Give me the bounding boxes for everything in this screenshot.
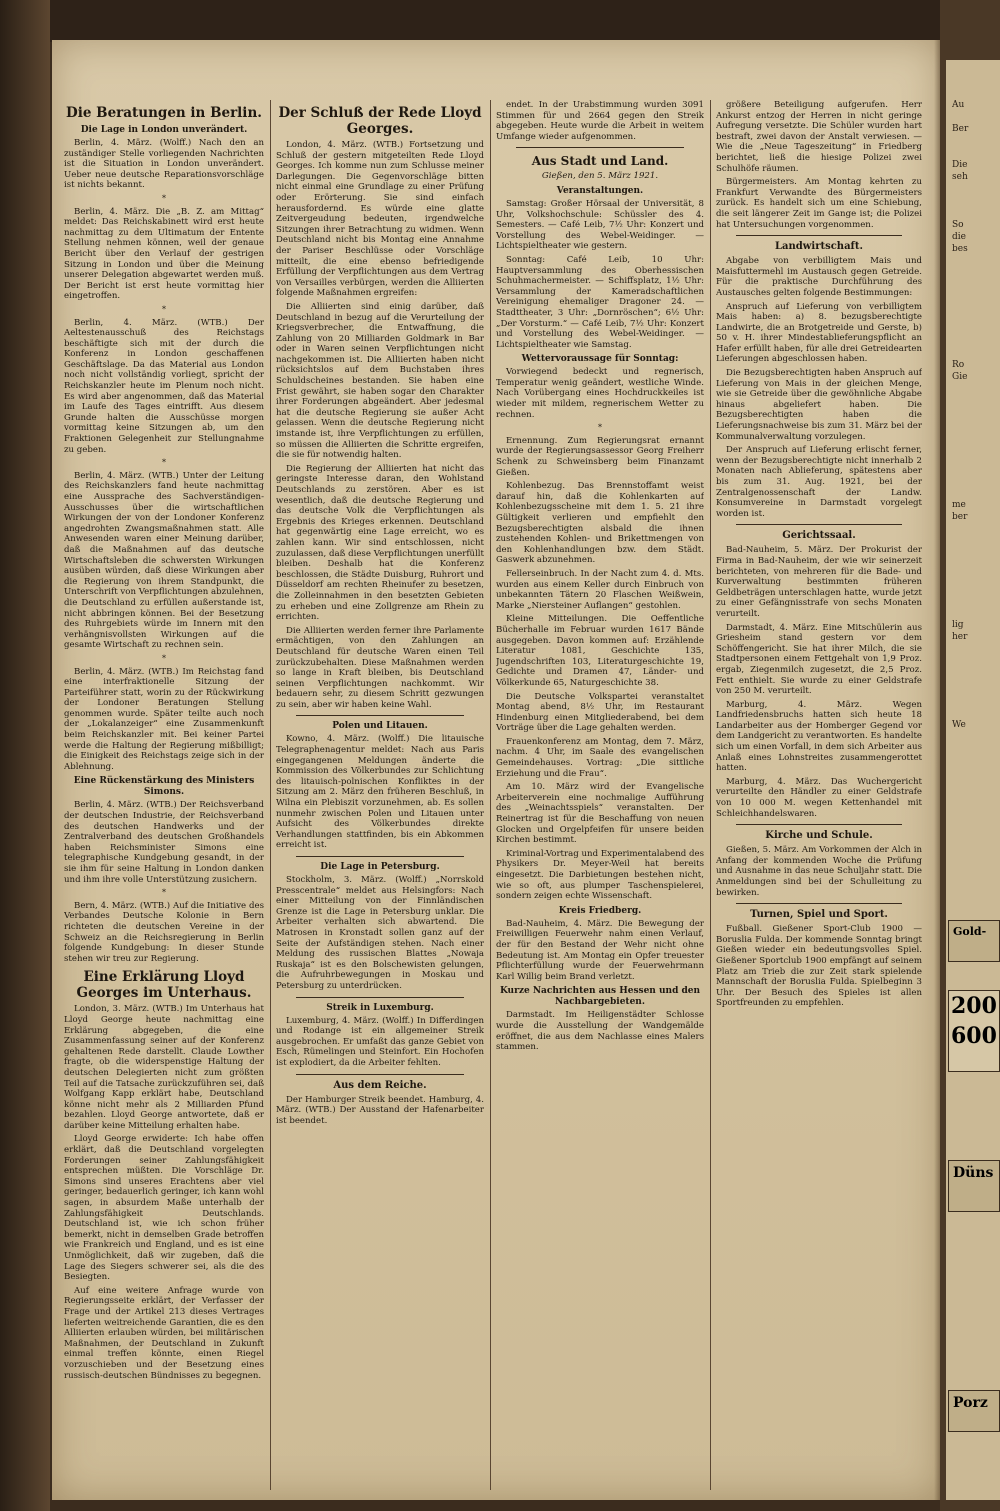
article-paragraph: Anspruch auf Lieferung von verbilligtem Mais haben: a) 8. bezugsberechtigte Landwirte, die an Brotgetreide und Gerste, b) 50 v. H. ihrer Mindestablieferungspflicht an Hafer erfüllt haben, für alle drei Getreidearten Lieferungen abgeschlossen haben. (716, 301, 922, 365)
article-paragraph: Bad-Nauheim, 5. März. Der Prokurist der Firma in Bad-Nauheim, der wie wir seinerzeit berichteten, von mehreren für die Bade- und Kurverwaltung bestimmten früheren Geldbeträgen unterschlagen hatte, wurde jetzt zu einer Gefängnisstrafe von sechs Monaten verurteilt. (716, 545, 922, 619)
article-paragraph: Auf eine weitere Anfrage wurde von Regierungsseite erklärt, der Verfasser der Frage und der Artikel 213 dieses Vertrages lieferten weitreichende Garantien, die es den Alliierten erlauben würden, bei militärischen Maßnahmen, der Deutschland in Zukunft einmal treffen könnte, einen Riegel vorzuschieben und der Besetzung eines russisch-deutschen Bündnisses zu begegnen. (64, 1285, 264, 1381)
adjacent-text: seh (952, 172, 968, 182)
article-paragraph: Die Bezugsberechtigten haben Anspruch auf Lieferung von Mais in der gleichen Menge, wie sie Getreide über die gewöhnliche Abgabe hinaus abgeliefert haben. Die Bezugsberechtigten haben die Lieferungsnachweise bis zum 31. März bei der Kommunalverwaltung vorzulegen. (716, 368, 922, 442)
headline-gerichtssaal: Gerichtssaal. (782, 530, 856, 542)
article-paragraph: London, 4. März. (WTB.) Fortsetzung und Schluß der gestern mitgeteilten Rede Lloyd Georges. Ich komme nun zum Schlusse meiner Darlegungen. Die Gegenvorschläge bitten nicht einmal eine Grundlage zu einer Prüfung oder Erörterung. Sie sind einfach herausfordernd. Es würde eine glatte Zeitvergeudung bedeuten, irgendwelche Sitzungen ihrer Betrachtung zu widmen. Wenn Deutschland nicht bis Montag eine Annahme der Pariser Beschlüsse oder Vorschläge mitteilt, die eine ebenso befriedigende Erfüllung der Verpflichtungen aus dem Vertrag von Versailles verbürgen, werden die Alliierten folgende Maßnahmen ergreifen: (276, 140, 484, 299)
adjacent-text: me (952, 500, 966, 510)
adjacent-advert-box (948, 1390, 1000, 1432)
adjacent-advert-text: Düns (953, 1165, 994, 1181)
article-paragraph: größere Beteiligung aufgerufen. Herr Ankurst entzog der Herren in nicht geringe Aufregung versetzte. Die Schüler wurden hart bestraft, zwei davon der Anstalt verwiesen. — Wie die „Neue Tageszeitung“ in Friedberg berichtet, ließ die hiesige Polizei zwei Schulhöfe räumen. (716, 100, 922, 174)
section-divider (736, 903, 902, 904)
adjacent-advert-box (948, 1160, 1000, 1212)
headline-wettervoraussage: Wettervoraussage für Sonntag: (521, 354, 679, 365)
article-paragraph: Darmstadt. Im Heiligenstädter Schlosse wurde die Ausstellung der Wandgemälde eröffnet, die aus dem Nachlasse eines Malers stammen. (496, 1010, 704, 1053)
adjacent-text: Au (952, 100, 965, 110)
section-divider (296, 1074, 464, 1075)
separator-asterisk: * (162, 458, 166, 468)
headline-beratungen: Die Beratungen in Berlin. (66, 105, 262, 121)
article-paragraph: Kriminal-Vortrag und Experimentalabend des Physikers Dr. Meyer-Weil hat bereits eingesetzt. Die Darbietungen bestehen nicht, wie so oft, aus plumper Taschenspielerei, sondern zeigen echte Wissenschaft. (496, 848, 704, 902)
section-divider (736, 824, 902, 825)
separator-asterisk: * (162, 653, 166, 663)
article-paragraph: Luxemburg, 4. März. (Wolff.) In Differdingen und Rodange ist ein allgemeiner Streik ausgebrochen. Er umfaßt das ganze Gebiet von Esch, Rümelingen und Steinfort. Ein Hochofen ist explodiert, da die Arbeiter fehlten. (276, 1015, 484, 1068)
article-paragraph: Berlin, 4. März. (WTB.) Unter der Leitung des Reichskanzlers fand heute nachmittag eine Aussprache des Sachverständigen-Ausschusses über die wirtschaftlichen Wirkungen der von der Londoner Konferenz angedrohten Zwangsmaßnahmen statt. Alle Anwesenden waren einer Meinung darüber, daß die Maßnahmen auf das deutsche Wirtschaftsleben die schwersten Wirkungen ausüben würden, daß diese Wirkungen aber die Regierung von ihrem Standpunkt, die Unterschrift von Verpflichtungen abzulehnen, die Deutschland zu erfüllen außerstande ist, nicht abbringen können. Bei der Besetzung des Ruhrgebiets würde im Innern mit den verhängnisvollsten Wirkungen auf die gesamte Wirtschaft zu rechnen sein. (64, 470, 264, 651)
headline-kurze-nachrichten: Kurze Nachrichten aus Hessen und den Nachbargebieten. (499, 986, 701, 1008)
adjacent-text: die (952, 232, 966, 242)
article-paragraph: Die Alliierten werden ferner ihre Parlamente ermächtigen, von den Zahlungen an Deutschland für deutsche Waren einen Teil zurückzubehalten. Diese Maßnahmen werden so lange in Kraft bleiben, bis Deutschland seinen Verpflichtungen nachkommt. Wir bedauern sehr, zu diesem Schritt gezwungen zu sein, aber wir haben keine Wahl. (276, 625, 484, 710)
article-paragraph: endet. In der Urabstimmung wurden 3091 Stimmen für und 2664 gegen den Streik abgegeben. Heute wurde die Arbeit in weitem Umfange wieder aufgenommen. (496, 100, 704, 142)
article-paragraph: Stockholm, 3. März. (Wolff.) „Norrskold Presscentrale“ meldet aus Helsingfors: Nach einer Mitteilung von der Finnländischen Grenze ist die Lage in Petersburg unklar. Die Arbeiter verhalten sich abwartend. Die Matrosen in Kronstadt sollen ganz auf der Seite der Aufständigen stehen. Nach einer Meldung des russischen Blattes „Nowaja Ruskaja“ ist es den Bolschewisten gelungen, die Aufruhrbewegungen in Moskau und Petersburg zu unterdrücken. (276, 875, 484, 991)
column-3 (496, 100, 704, 1490)
column-rule (710, 100, 711, 1490)
article-paragraph: Berlin, 4. März. (Wolff.) Nach den an zuständiger Stelle vorliegenden Nachrichten ist die Situation in London unverändert. Ueber neue deutsche Reparationsvorschläge ist nichts bekannt. (64, 138, 264, 191)
article-paragraph: Frauenkonferenz am Montag, dem 7. März, nachm. 4 Uhr, im Saale des evangelischen Gemeindehauses. Vortrag: „Die sittliche Erziehung und die Frau“. (496, 736, 704, 779)
section-divider (736, 235, 902, 236)
article-paragraph: Berlin, 4. März. (WTB.) Der Aeltestenausschuß des Reichstags beschäftigte sich mit der durch die Konferenz in London geschaffenen Geschäftslage. Da das Material aus London noch nicht vollständig vorliegt, spricht der Reichskanzler heute im Plenum noch nicht. Es wird aber angenommen, daß das Material im Laufe des Tages eintrifft. Aus diesem Grunde halten die Ausschüsse morgen vormittag keine Sitzungen ab, um den Fraktionen Gelegenheit zur Stellungnahme zu geben. (64, 317, 264, 455)
section-divider (296, 856, 464, 857)
article-paragraph: Marburg, 4. März. Das Wuchergericht verurteilte den Händler zu einer Geldstrafe von 10 000 M. wegen Kettenhandel mit Schleichhandelswaren. (716, 776, 922, 819)
section-divider (296, 715, 464, 716)
adjacent-text: Ber (952, 124, 969, 134)
headline-kirche-schule: Kirche und Schule. (765, 830, 873, 842)
adjacent-page-edge (946, 60, 1000, 1500)
adjacent-advert-number: 200 (951, 993, 997, 1019)
headline-stadt-und-land: Aus Stadt und Land. (531, 154, 669, 169)
article-paragraph: Kohlenbezug. Das Brennstoffamt weist darauf hin, daß die Kohlenkarten auf Kohlenbezugsscheine mit dem 1. 5. 21 ihre Gültigkeit verlieren und empfiehlt den Bezugsberechtigten alsbald die ihnen zustehenden Kohlen- und Brikettmengen von den Kohlenhandlungen bzw. dem Städt. Gaswerk abzunehmen. (496, 481, 704, 566)
headline-landwirtschaft: Landwirtschaft. (775, 241, 863, 253)
article-paragraph: Der Anspruch auf Lieferung erlischt ferner, wenn der Bezugsberechtigte nicht innerhalb 2 Monaten nach Ablieferung, spätestens aber bis zum 31. Aug. 1921, bei der Zentralgenossenschaft der Landw. Konsumvereine in Darmstadt vorgelegt worden ist. (716, 445, 922, 519)
section-divider (516, 147, 684, 148)
article-paragraph: Fellerseinbruch. In der Nacht zum 4. d. Mts. wurden aus einem Keller durch Einbruch von unbekannten Tätern 20 Flaschen Weißwein, Marke „Niersteiner Auflangen“ gestohlen. (496, 568, 704, 611)
separator-asterisk: * (598, 423, 602, 433)
adjacent-advert-text: Porz (953, 1395, 988, 1411)
article-paragraph: London, 3. März. (WTB.) Im Unterhaus hat Lloyd George heute nachmittag eine Erklärung abgegeben, die eine Zusammenfassung seiner auf der Konferenz gehaltenen Rede darstellt. Claude Lowther fragte, ob die widerspenstige Haltung der deutschen Delegierten nicht zum größten Teil auf die Tatsache zurückzuführen sei, daß Wolfgang Kapp erklärt habe, Deutschland könne nicht mehr als 2 Milliarden Pfund bezahlen. Lloyd George antwortete, daß er darüber keine Mitteilung erhalten habe. (64, 1004, 264, 1131)
article-paragraph: Kowno, 4. März. (Wolff.) Die litauische Telegraphenagentur meldet: Nach aus Paris eingegangenen Meldungen änderte die Kommission des Völkerbundes zur Schlichtung des litauisch-polnischen Konfliktes in der Sitzung am 2. März den früheren Beschluß, in Wilna ein Plebiszit vorzunehmen, ab. Es sollen nunmehr zwischen Polen und Litauen unter Aufsicht des Völkerbundes direkte Verhandlungen stattfinden, bis ein Abkommen erreicht ist. (276, 734, 484, 851)
headline-lloyd-george-unterhaus: Eine Erklärung Lloyd Georges im Unterhaus. (76, 969, 252, 1002)
headline-luxemburg: Streik in Luxemburg. (326, 1002, 434, 1013)
headline-aus-dem-reiche: Aus dem Reiche. (333, 1079, 427, 1091)
separator-asterisk: * (162, 304, 166, 314)
section-divider (296, 997, 464, 998)
article-paragraph: Die Deutsche Volkspartei veranstaltet Montag abend, 8½ Uhr, im Restaurant Hindenburg einen Mitgliederabend, bei dem Vorträge über die Lage gehalten werden. (496, 691, 704, 734)
headline-petersburg: Die Lage in Petersburg. (320, 862, 440, 872)
article-paragraph: Gießen, 5. März. Am Vorkommen der Alch in Anfang der kommenden Woche die Prüfung und Ausnahme in das neue Schuljahr statt. Die Anmeldungen sind bei der Schulleitung zu bewirken. (716, 845, 922, 898)
article-paragraph: Bad-Nauheim, 4. März. Die Bewegung der Freiwilligen Feuerwehr nahm einen Verlauf, der für den Bestand der Wehr nicht ohne Bedeutung ist. Am Montag ein Opfer treuester Pflichterfüllung wurde der Feuerwehrmann Karl Willig beim Brand verletzt. (496, 918, 704, 982)
article-paragraph: Die Alliierten sind einig darüber, daß Deutschland in bezug auf die Verurteilung der Kriegsverbrecher, die Entwaffnung, die Zahlung von 20 Milliarden Goldmark in Bar oder in Waren seinen Verpflichtungen nicht nachgekommen ist. Die Alliierten haben nicht rücksichtslos auf dem Buchstaben ihres Schuldscheines bestanden. Sie haben eine Frist gewährt, sie haben sogar den Charakter ihrer Forderungen abgeändert. Aber jedesmal hat die deutsche Regierung sie außer Acht gelassen. Wenn die deutsche Regierung nicht imstande ist, ihre Verpflichtungen zu erfüllen, so müssen die Alliierten die Schritte ergreifen, die sie für notwendig halten. (276, 301, 484, 461)
headline-veranstaltungen: Veranstaltungen. (556, 185, 644, 196)
scan-border-top (0, 0, 1000, 42)
separator-asterisk: * (162, 888, 166, 898)
page-fold-shadow (934, 40, 940, 1500)
scan-border-left (0, 0, 50, 1511)
adjacent-advert-number: 600 (951, 1023, 997, 1049)
adjacent-text: ber (952, 512, 968, 522)
adjacent-advert-box (948, 920, 1000, 962)
column-1 (64, 100, 264, 1490)
headline-schluss-rede: Der Schluß der Rede Lloyd Georges. (278, 105, 482, 137)
article-paragraph: Berlin, 4. März. Die „B. Z. am Mittag“ meldet: Das Reichskabinett wird erst heute nachmittag zu dem Ultimatum der Entente Stellung nehmen können, weil der genaue Bericht über den Verlauf der gestrigen Sitzung in London und über die Meinung unserer Delegation abgewartet werden muß. Der Bericht ist erst heute vormittag hier eingetroffen. (64, 206, 264, 302)
article-paragraph: Kleine Mitteilungen. Die Oeffentliche Bücherhalle im Februar wurden 1617 Bände ausgegeben. Davon kommen auf: Erzählende Literatur 1081, Geschichte 135, Jugendschriften 103, Literaturgeschichte 19, Gedichte und Dramen 47, Länder- und Völkerkunde 65, Naturgeschichte 38. (496, 614, 704, 688)
column-2 (276, 100, 484, 1490)
adjacent-text: We (952, 720, 966, 730)
headline-simons: Eine Rückenstärkung des Ministers Simons. (73, 776, 255, 798)
article-paragraph: Am 10. März wird der Evangelische Arbeiterverein eine nochmalige Aufführung des „Weinachtsspiels“ veranstalten. Der Reinertrag ist für die Beschaffung von neuen Glocken und Orgelpfeifen für unsere beiden Kirchen bestimmt. (496, 782, 704, 846)
article-paragraph: Abgabe von verbilligtem Mais und Maisfuttermehl im Austausch gegen Getreide. Für die praktische Durchführung des Austausches gelten folgende Bestimmungen: (716, 256, 922, 298)
column-4 (716, 100, 922, 1490)
article-paragraph: Die Regierung der Alliierten hat nicht das geringste Interesse daran, den Wohlstand Deutschlands zu zerstören. Aber es ist wesentlich, daß die deutsche Regierung und das deutsche Volk die Verpflichtungen als Ergebnis des Krieges erkennen. Deutschland hat gegenwärtig eine Lage erreicht, wo es zahlen kann. Wir sind entschlossen, nicht zuzulassen, daß diese Verpflichtungen unerfüllt bleiben. Deshalb hat die Konferenz beschlossen, die Städte Duisburg, Ruhrort und Düsseldorf am rechten Rheinufer zu besetzen, die Zolleinnahmen in den besetzten Gebieten zu erheben und eine Zollgrenze am Rhein zu errichten. (276, 463, 484, 623)
adjacent-text: Ro (952, 360, 965, 370)
headline-polen-litauen: Polen und Litauen. (332, 721, 428, 732)
article-paragraph: Berlin, 4. März. (WTB.) Der Reichsverband der deutschen Industrie, der Reichsverband des deutschen Handwerks und der Zentralverband des deutschen Großhandels haben Reichsminister Simons eine telegraphische Kundgebung gesandt, in der sie ihm für seine Haltung in London danken und ihm ihre volle Unterstützung zusichern. (64, 800, 264, 885)
newspaper-page (52, 40, 940, 1500)
article-paragraph: Vorwiegend bedeckt und regnerisch, Temperatur wenig geändert, westliche Winde. Nach Vorübergang eines Hochdruckkeiles ist wieder mit mildem, regnerischem Wetter zu rechnen. (496, 367, 704, 420)
adjacent-advert-text: Gold- (953, 925, 987, 938)
headline-turnen-sport: Turnen, Spiel und Sport. (750, 909, 888, 921)
adjacent-text: Gie (952, 372, 968, 382)
column-rule (490, 100, 491, 1490)
article-paragraph: Der Hamburger Streik beendet. Hamburg, 4. März. (WTB.) Der Ausstand der Hafenarbeiter ist beendet. (276, 1094, 484, 1126)
article-paragraph: Fußball. Gießener Sport-Club 1900 — Boruslia Fulda. Der kommende Sonntag bringt Gießen wieder ein bedeutungsvolles Spiel. Gießener Sportclub 1900 empfängt auf seinem Platz am Trieb die zur Zeit stark spielende Mannschaft der Boruslia Fulda. Spielbeginn 3 Uhr. Der Besuch des Spieles ist allen Sportfreunden zu empfehlen. (716, 924, 922, 1009)
article-paragraph: Lloyd George erwiderte: Ich habe offen erklärt, daß die Deutschland vorgelegten Forderungen seiner Zahlungsfähigkeit entsprechen müßten. Die Vorschläge Dr. Simons sind unseres Erachtens aber viel geringer, bedauerlich geringer, ich kann wohl sagen, in absurdem Maße unterhalb der Zahlungsfähigkeit Deutschlands. Deutschland ist, wie ich schon früher bemerkt, nicht in demselben Grade betroffen wie Frankreich und England, und es ist eine Unmöglichkeit, daß wir zugeben, daß die Lage des Siegers schwerer sei, als die des Besiegten. (64, 1134, 264, 1283)
article-paragraph: Marburg, 4. März. Wegen Landfriedensbruchs hatten sich heute 18 Landarbeiter aus der Homberger Gegend vor dem Landgericht zu verantworten. Es handelte sich um einen Vorfall, in dem sich Arbeiter aus Anlaß eines Lohnstreites zusammengerottet hatten. (716, 699, 922, 774)
adjacent-text: her (952, 632, 968, 642)
article-paragraph: Darmstadt, 4. März. Eine Mitschülerin aus Griesheim stand gestern vor dem Schöffengericht. Sie hat ihrer Milch, die sie Stadtpersonen einem Fettgehalt von 1,9 Proz. ergab, Ziegenmilch zugesetzt, die 2,5 Proz. Fett enthielt. Sie wurde zu einer Geldstrafe von 250 M. verurteilt. (716, 622, 922, 697)
dateline: Gießen, den 5. März 1921. (541, 171, 659, 182)
section-divider (736, 524, 902, 525)
subhead-lage-london: Die Lage in London unverändert. (80, 125, 248, 135)
adjacent-text: bes (952, 244, 968, 254)
headline-kreis-friedberg: Kreis Friedberg. (558, 905, 642, 916)
article-paragraph: Samstag: Großer Hörsaal der Universität, 8 Uhr, Volkshochschule: Schüssler des 4. Semesters. — Café Leib, 7½ Uhr: Konzert und Vorstellung des Webel-Weidinger. — Lichtspieltheater wie gestern. (496, 198, 704, 252)
article-paragraph: Ernennung. Zum Regierungsrat ernannt wurde der Regierungsassessor Georg Freiherr Schenk zu Schweinsberg beim Finanzamt Gießen. (496, 435, 704, 478)
article-paragraph: Bern, 4. März. (WTB.) Auf die Initiative des Verbandes Deutsche Kolonie in Bern richteten die deutschen Vereine in der Schweiz an die Reichsregierung in Berlin folgende Kundgebung: In dieser Stunde stehen wir treu zur Regierung. (64, 900, 264, 964)
separator-asterisk: * (162, 193, 166, 203)
adjacent-text: So (952, 220, 964, 230)
article-paragraph: Berlin, 4. März. (WTB.) Im Reichstag fand eine interfraktionelle Sitzung der Parteiführer statt, worin zu der Rückwirkung der Londoner Beratungen Stellung genommen wurde. Später teilte auch noch der „Lokalanzeiger“ eine Zusammenkunft beim Reichskanzler mit. Bei keiner Partei werde die Haltung der Regierung mißbilligt; die Einigkeit des Reichstags zeige sich in der Ablehnung. (64, 666, 264, 772)
adjacent-text: Die (952, 160, 968, 170)
adjacent-advert-box (948, 990, 1000, 1072)
article-paragraph: Bürgermeisters. Am Montag kehrten zu Frankfurt Verwandte des Bürgermeisters zurück. Es handelt sich um eine Schiebung, die seit längerer Zeit im Gange ist; die Polizei hat Untersuchungen vorgenommen. (716, 177, 922, 230)
adjacent-text: lig (952, 620, 964, 630)
column-rule (270, 100, 271, 1490)
article-paragraph: Sonntag: Café Leib, 10 Uhr: Hauptversammlung des Oberhessischen Schuhmachermeister. — Schiffsplatz, 1½ Uhr: Versammlung der Kameradschaftlichen Vereinigung ehemaliger Dragoner 24. — Stadttheater, 3 Uhr: „Dornröschen“; 6½ Uhr: „Der Vorsturm.“ — Café Leib, 7½ Uhr: Konzert und Vorstellung des Webel-Weidinger. — Lichtspieltheater wie Samstag. (496, 254, 704, 350)
